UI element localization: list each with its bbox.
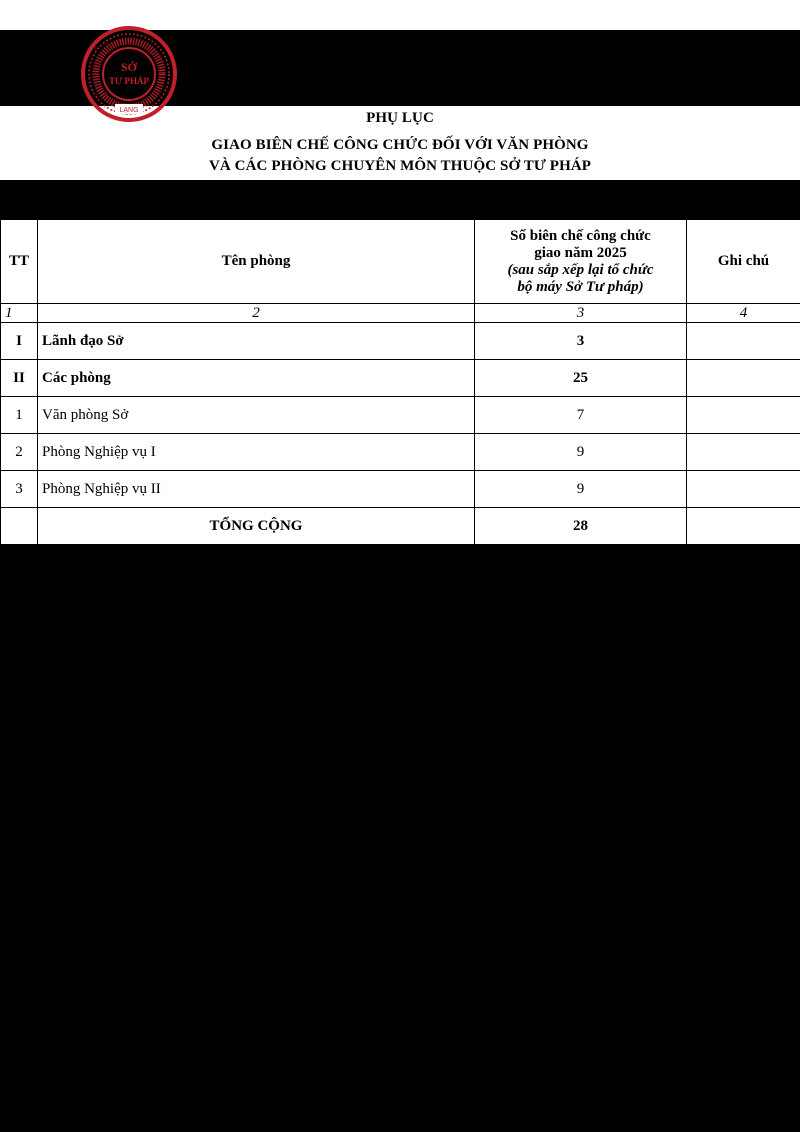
row-name: Văn phòng Sở (38, 397, 475, 434)
row-note (687, 434, 800, 471)
row-count: 25 (475, 360, 687, 397)
row-tt: II (1, 360, 38, 397)
row-count: 9 (475, 434, 687, 471)
column-header-tt: TT (1, 220, 38, 304)
svg-text:SỞ: SỞ (120, 60, 138, 74)
column-header-name: Tên phòng (38, 220, 475, 304)
column-header-count (475, 220, 687, 304)
row-name: Các phòng (38, 360, 475, 397)
official-seal-stamp (80, 26, 178, 122)
column-index: 2 (38, 304, 475, 323)
table-row (1, 471, 800, 508)
count-header-line-1: Số biên chế công chức (510, 227, 651, 244)
document-title-line-1: GIAO BIÊN CHẾ CÔNG CHỨC ĐỐI VỚI VĂN PHÒNG (211, 137, 589, 153)
document-title-line-2: VÀ CÁC PHÒNG CHUYÊN MÔN THUỘC SỞ TƯ PHÁP (208, 158, 592, 174)
row-count: 9 (475, 471, 687, 508)
table-row (1, 397, 800, 434)
table-row (1, 323, 800, 360)
appendix-title: PHỤ LỤC (366, 110, 434, 126)
row-tt: I (1, 323, 38, 360)
row-note (687, 323, 800, 360)
total-label: TỔNG CỘNG (38, 508, 475, 545)
table-row (1, 360, 800, 397)
row-note (687, 397, 800, 434)
row-note (687, 471, 800, 508)
row-name: Phòng Nghiệp vụ I (38, 434, 475, 471)
column-index: 1 (1, 304, 38, 323)
column-index: 4 (687, 304, 800, 323)
row-name: Phòng Nghiệp vụ II (38, 471, 475, 508)
row-note (687, 360, 800, 397)
table-row (1, 434, 800, 471)
row-name: Lãnh đạo Sở (38, 323, 475, 360)
row-count: 3 (475, 323, 687, 360)
svg-text:LẠNG: LẠNG (119, 107, 139, 114)
column-header-note: Ghi chú (687, 220, 800, 304)
total-row (1, 508, 800, 545)
column-index-row (1, 304, 800, 323)
svg-text:TƯ PHÁP: TƯ PHÁP (109, 76, 149, 86)
total-note (687, 508, 800, 545)
row-tt: 1 (1, 397, 38, 434)
row-tt: 3 (1, 471, 38, 508)
staffing-table (0, 219, 800, 545)
row-tt: 2 (1, 434, 38, 471)
total-count: 28 (475, 508, 687, 545)
count-header-line-2: giao năm 2025 (534, 244, 627, 261)
row-count: 7 (475, 397, 687, 434)
table-header-row (1, 220, 800, 304)
count-header-line-3: (sau sắp xếp lại tổ chức (507, 261, 654, 278)
count-header-line-4: bộ máy Sở Tư pháp) (517, 278, 644, 295)
total-tt-cell (1, 508, 38, 545)
column-index: 3 (475, 304, 687, 323)
